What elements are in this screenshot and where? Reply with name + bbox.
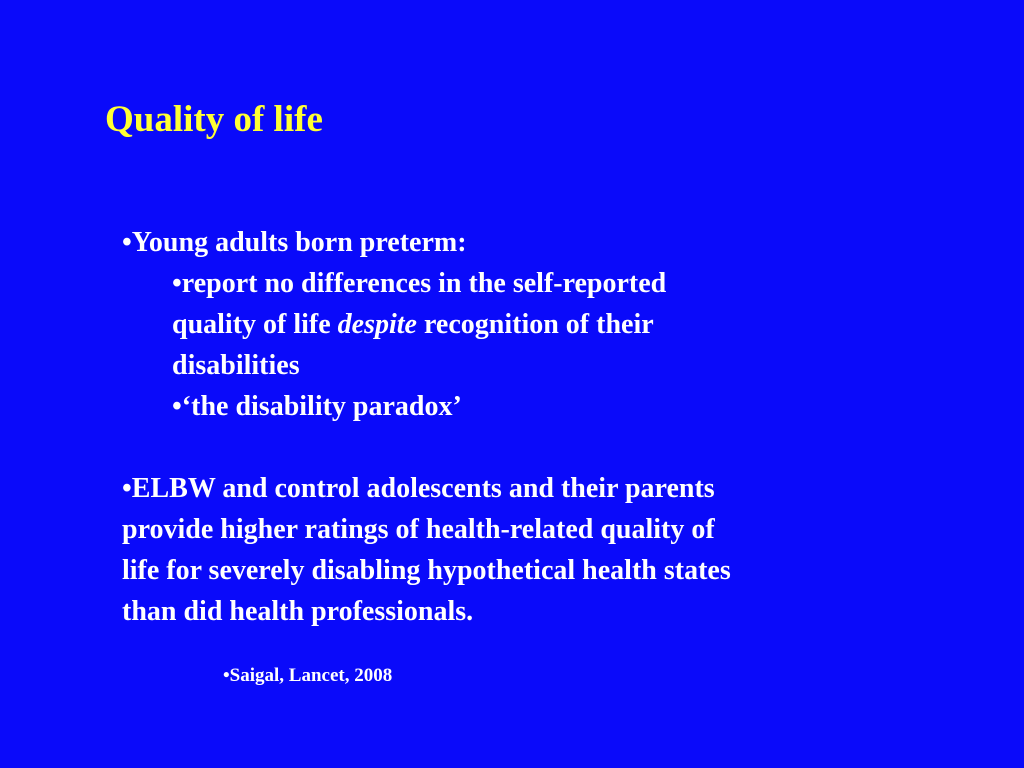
- sub-bullet-line-1: •report no differences in the self-reported: [172, 268, 667, 299]
- citation: •Saigal, Lancet, 2008: [223, 665, 393, 686]
- sub-bullet-line-2-before: quality of life: [172, 309, 338, 340]
- sub-bullet-no-differences: [172, 263, 666, 386]
- slide-title: Quality of life: [105, 99, 323, 140]
- bullet-elbw-line-4: than did health professionals.: [122, 596, 474, 627]
- bullet-elbw-line-1: •ELBW and control adolescents and their parents: [122, 473, 715, 504]
- sub-bullet-disability-paradox: •‘the disability paradox’: [172, 391, 462, 422]
- bullet-elbw-line-2: provide higher ratings of health-related quality of: [122, 514, 715, 545]
- sub-bullet-line-3: disabilities: [172, 350, 300, 381]
- sub-bullet-line-2: [172, 304, 666, 345]
- sub-bullet-line-2-after: recognition of their: [416, 309, 654, 340]
- bullet-elbw: [122, 468, 731, 632]
- bullet-young-adults: •Young adults born preterm:: [122, 227, 467, 258]
- emphasis-despite: despite: [337, 309, 417, 340]
- bullet-elbw-line-3: life for severely disabling hypothetical health states: [122, 555, 731, 586]
